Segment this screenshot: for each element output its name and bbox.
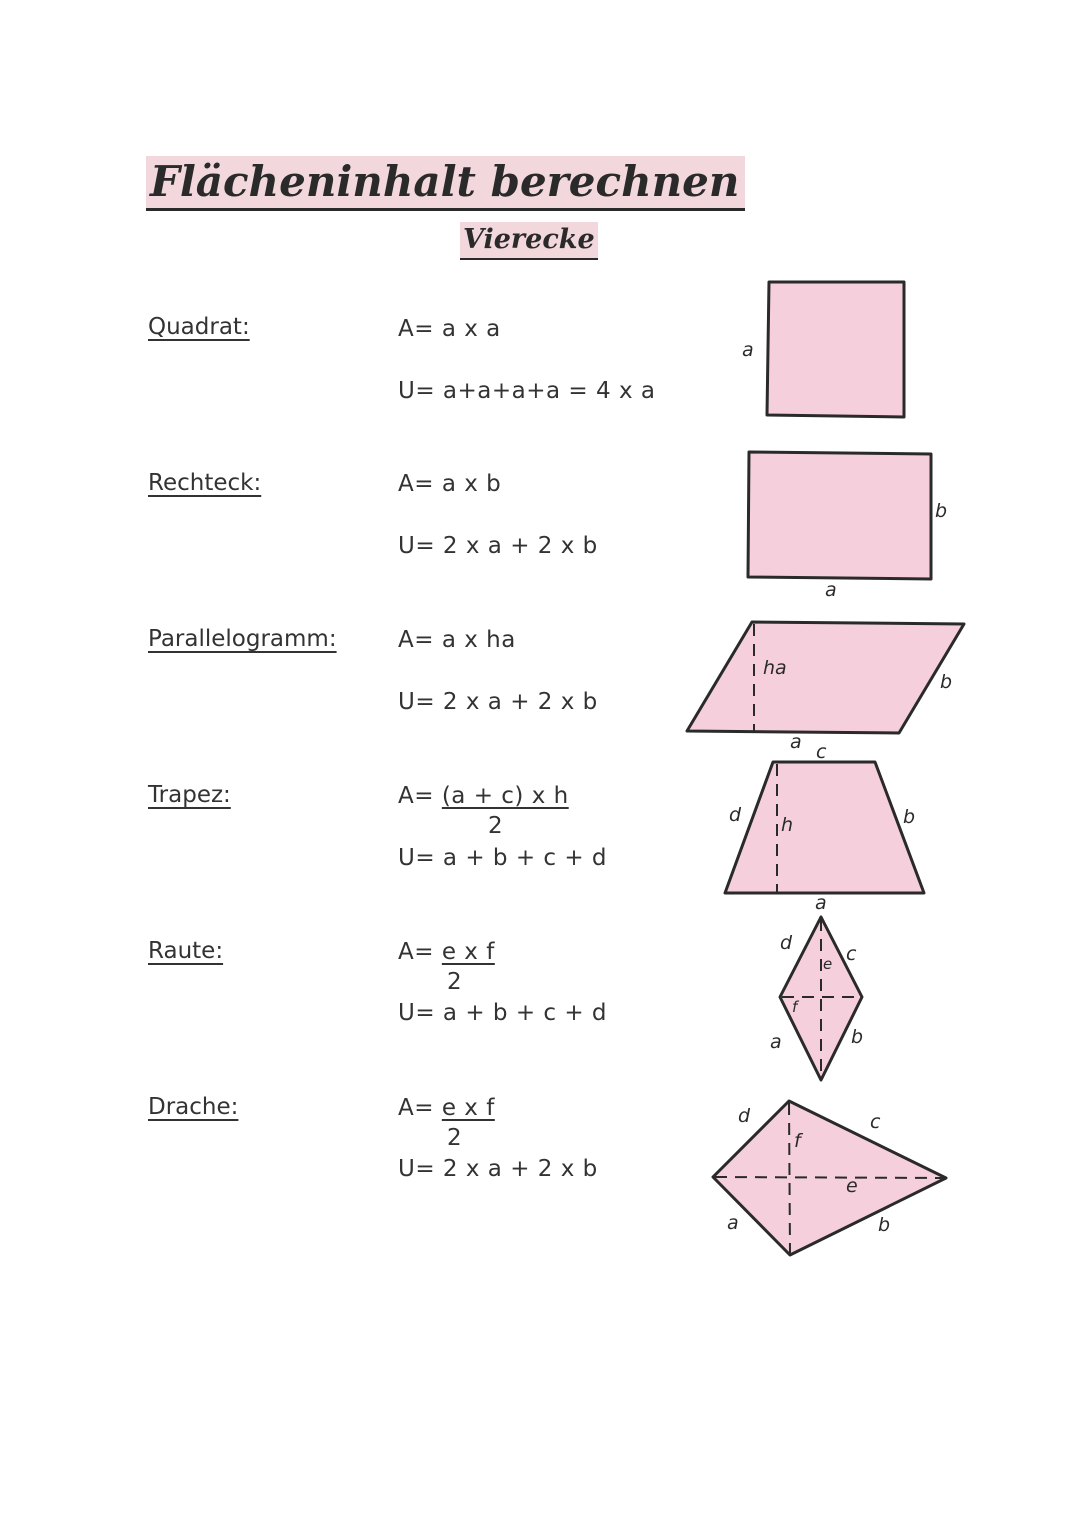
rhombus-label-d: d [780,932,793,954]
area-formula-parallelogramm: A= a x ha [398,627,516,653]
perimeter-formula-drache: U= 2 x a + 2 x b [398,1156,598,1182]
area-formula-trapez: A= (a + c) x h [398,783,569,809]
page-title: Flächeninhalt berechnen [150,157,740,206]
fraction-numerator: e x f [441,1095,495,1121]
fraction-numerator: e x f [441,939,495,965]
shape-label-rechteck: Rechteck: [148,470,262,496]
fraction-denominator: 2 [488,813,503,839]
kite-label-b: b [878,1214,891,1236]
trapezoid-label-b: b [903,806,916,828]
parallelogram-shape [687,622,964,733]
rhombus-label-c: c [846,943,857,965]
rhombus-label-a: a [770,1031,782,1053]
rhombus-label-b: b [851,1026,864,1048]
shape-label-quadrat: Quadrat: [148,314,250,340]
trapezoid-label-c: c [816,741,827,763]
kite-label-e: e [846,1175,858,1197]
rhombus-label-f: f [792,998,798,1016]
kite-label-a: a [727,1212,739,1234]
kite-label-c: c [870,1111,881,1133]
rectangle-shape [748,452,931,579]
perimeter-formula-rechteck: U= 2 x a + 2 x b [398,533,598,559]
parallelogram-label-ha: ha [763,657,787,679]
square-shape [767,282,904,417]
perimeter-formula-quadrat: U= a+a+a+a = 4 x a [398,378,656,404]
trapezoid-label-h: h [781,814,794,836]
area-formula-raute: A= e x f [398,939,495,965]
page-subtitle: Vierecke [463,224,595,255]
shape-label-raute: Raute: [148,938,224,964]
fraction-numerator: (a + c) x h [441,783,569,809]
area-formula-rechteck: A= a x b [398,471,502,497]
perimeter-formula-trapez: U= a + b + c + d [398,845,608,871]
shape-label-trapez: Trapez: [148,782,231,808]
rectangle-label-a: a [825,579,837,601]
trapezoid-label-a: a [815,892,827,914]
kite-label-f: f [794,1130,801,1152]
perimeter-formula-raute: U= a + b + c + d [398,1000,608,1026]
fraction-denominator: 2 [447,969,462,995]
rectangle-label-b: b [935,500,948,522]
rhombus-label-e: e [823,955,833,973]
area-formula-quadrat: A= a x a [398,316,501,342]
fraction-denominator: 2 [447,1125,462,1151]
area-formula-drache: A= e x f [398,1095,495,1121]
parallelogram-label-a: a [790,731,802,753]
trapezoid-label-d: d [729,804,742,826]
kite-label-d: d [738,1105,751,1127]
parallelogram-label-b: b [940,671,953,693]
shape-label-parallelogramm: Parallelogramm: [148,626,337,652]
trapezoid-shape [725,762,924,893]
perimeter-formula-parallelogramm: U= 2 x a + 2 x b [398,689,598,715]
square-label-a: a [742,339,754,361]
shape-label-drache: Drache: [148,1094,239,1120]
